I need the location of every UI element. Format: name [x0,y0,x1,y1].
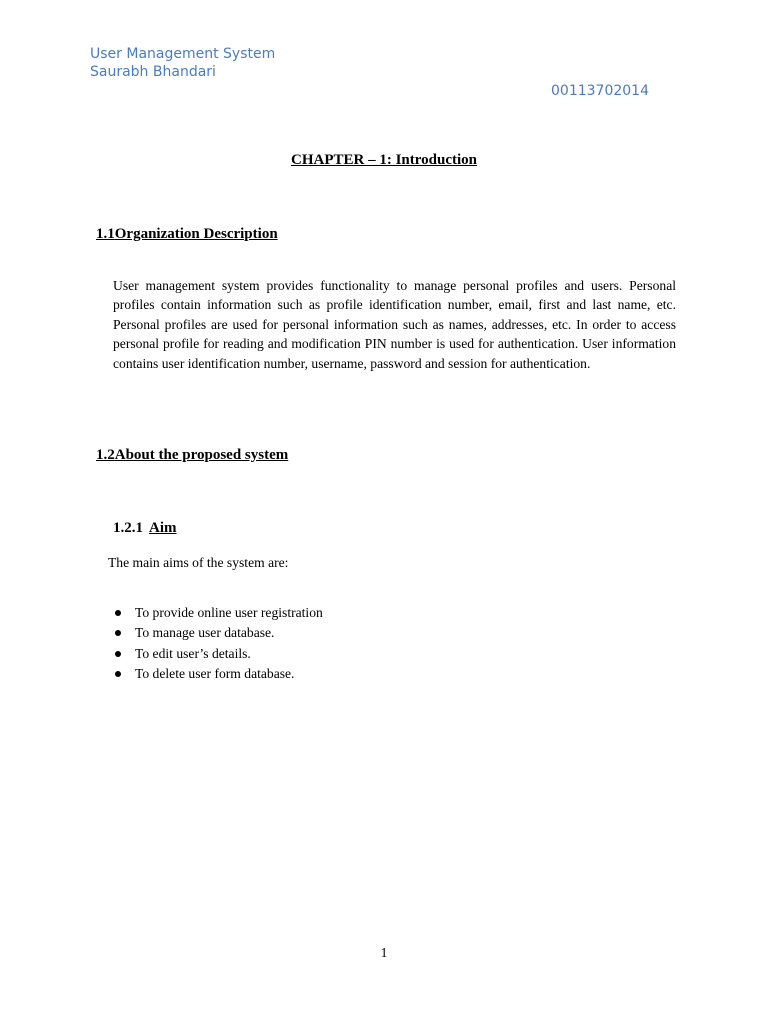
header-author: Saurabh Bhandari [90,64,216,80]
list-item-text: To edit user’s details. [135,645,251,661]
list-item [113,664,323,684]
bullet-icon [115,610,121,616]
section-number: 1.2 [96,447,115,463]
section-heading-organization-description [96,224,278,244]
list-item-text: To delete user form database. [135,665,295,681]
header-id-number: 00113702014 [551,83,649,99]
page-number: 1 [380,945,388,960]
list-item-text: To manage user database. [135,625,275,641]
chapter-heading: CHAPTER – 1: Introduction [291,152,477,168]
bullet-icon [115,671,121,677]
bullet-icon [115,630,121,636]
list-item [113,603,323,623]
aims-intro-text: The main aims of the system are: [108,555,289,570]
list-item [113,644,323,664]
aims-bullet-list [113,603,323,684]
bullet-icon [115,651,121,657]
list-item-text: To provide online user registration [135,605,323,620]
list-item [113,623,323,643]
section-heading-proposed-system [96,445,288,465]
subsection-heading-aim [113,518,177,538]
section-title: Organization Description [114,226,278,242]
section-number: 1.1 [96,226,115,242]
header-title: User Management System [90,46,276,62]
subsection-number: 1.2.1 [113,520,143,536]
subsection-title: Aim [149,520,177,536]
section-title: About the proposed system [114,447,289,463]
organization-description-paragraph: User management system provides functionality to manage personal profiles and users. Personal profiles contain information such as profile identification number, email, first and last name, etc. Personal profiles are used for personal information such as names, addresses, etc. In order to access personal profile for reading and modification PIN number is used for authentication. User information contains user identification number, username, password and session for authentication. [113,278,676,371]
